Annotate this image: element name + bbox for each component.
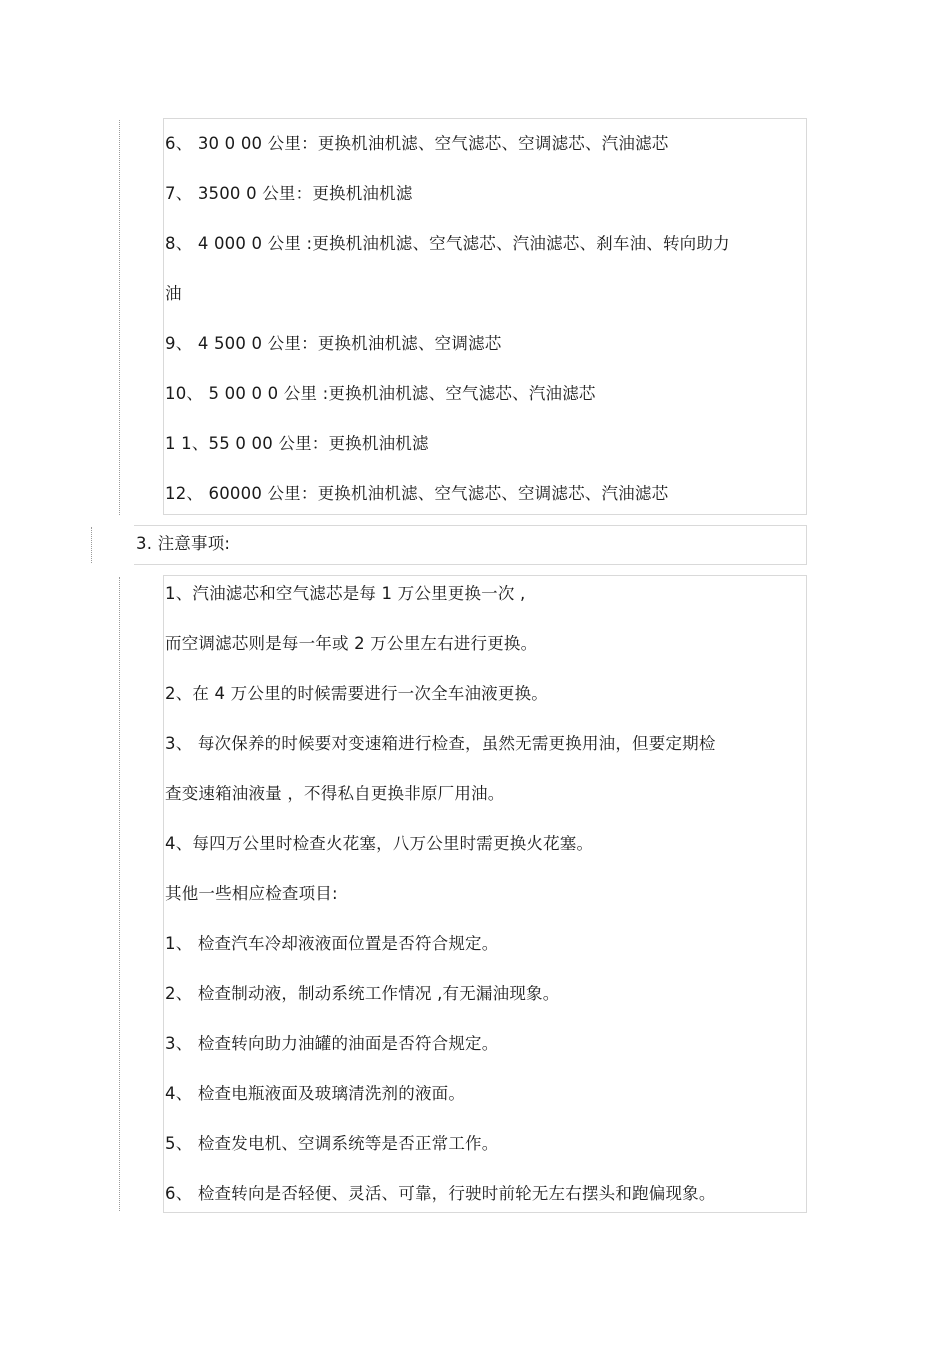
- note-line: 而空调滤芯则是每一年或 2 万公里左右进行更换。: [165, 634, 538, 653]
- schedule-line: 1 1、55 0 00 公里：更换机油机滤: [165, 434, 429, 453]
- margin-marker: [91, 527, 92, 563]
- check-item: 3、 检查转向助力油罐的油面是否符合规定。: [165, 1034, 499, 1053]
- schedule-line: 6、 30 0 00 公里：更换机油机滤、空气滤芯、空调滤芯、汽油滤芯: [165, 134, 669, 153]
- schedule-line: 9、 4 500 0 公里：更换机油机滤、空调滤芯: [165, 334, 502, 353]
- note-line: 2、在 4 万公里的时候需要进行一次全车油液更换。: [165, 684, 548, 703]
- note-line: 3、 每次保养的时候要对变速箱进行检查，虽然无需更换用油，但要定期检: [165, 734, 716, 753]
- margin-marker: [119, 120, 120, 515]
- check-item: 6、 检查转向是否轻便、灵活、可靠，行驶时前轮无左右摆头和跑偏现象。: [165, 1184, 716, 1203]
- check-item: 2、 检查制动液，制动系统工作情况 ,有无漏油现象。: [165, 984, 560, 1003]
- margin-marker: [119, 577, 120, 1211]
- schedule-line: 7、 3500 0 公里：更换机油机滤: [165, 184, 413, 203]
- check-item: 5、 检查发电机、空调系统等是否正常工作。: [165, 1134, 499, 1153]
- schedule-line: 10、 5 00 0 0 公里 :更换机油机滤、空气滤芯、汽油滤芯: [165, 384, 596, 403]
- notes-heading-section: [134, 525, 807, 565]
- note-line: 查变速箱油液量 ，不得私自更换非原厂用油。: [165, 784, 505, 803]
- schedule-line: 油: [165, 284, 182, 303]
- schedule-section: [163, 118, 807, 515]
- note-line: 1、汽油滤芯和空气滤芯是每 1 万公里更换一次 ,: [165, 584, 526, 603]
- subheading: 其他一些相应检查项目:: [165, 884, 338, 903]
- check-item: 4、 检查电瓶液面及玻璃清洗剂的液面。: [165, 1084, 466, 1103]
- note-line: 4、每四万公里时检查火花塞，八万公里时需更换火花塞。: [165, 834, 594, 853]
- check-item: 1、 检查汽车冷却液液面位置是否符合规定。: [165, 934, 499, 953]
- schedule-line: 12、 60000 公里：更换机油机滤、空气滤芯、空调滤芯、汽油滤芯: [165, 484, 669, 503]
- schedule-line: 8、 4 000 0 公里 :更换机油机滤、空气滤芯、汽油滤芯、刹车油、转向助力: [165, 234, 730, 253]
- section-heading: 3. 注意事项:: [136, 534, 231, 553]
